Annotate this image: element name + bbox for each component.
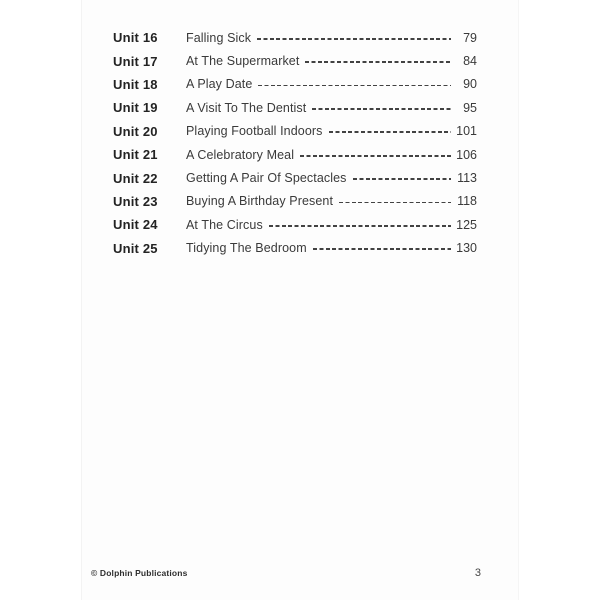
unit-title: Playing Football Indoors	[186, 124, 323, 139]
unit-label: Unit 20	[113, 123, 158, 139]
unit-label: Unit 18	[113, 76, 158, 92]
unit-label: Unit 25	[113, 240, 158, 256]
toc-row	[113, 237, 477, 260]
dashed-leader	[339, 202, 451, 204]
unit-page-number: 106	[456, 147, 477, 162]
unit-title: Falling Sick	[186, 30, 252, 45]
toc-row	[113, 96, 477, 119]
dashed-leader	[257, 38, 451, 40]
page-footer	[91, 567, 481, 579]
toc-row	[113, 190, 477, 213]
toc-row	[113, 166, 477, 189]
toc-row	[113, 49, 477, 72]
unit-label: Unit 23	[113, 193, 158, 209]
unit-label: Unit 24	[113, 217, 158, 233]
unit-title: Getting A Pair Of Spectacles	[186, 171, 347, 186]
dashed-leader	[313, 248, 451, 250]
unit-page-number: 113	[457, 171, 477, 186]
unit-page-number: 118	[457, 194, 477, 209]
toc-row	[113, 26, 477, 49]
dashed-leader	[353, 178, 451, 180]
unit-label: Unit 19	[113, 100, 158, 116]
unit-title: At The Circus	[186, 217, 263, 232]
toc-row	[113, 213, 477, 236]
unit-title: At The Supermarket	[186, 54, 300, 69]
unit-label: Unit 22	[113, 170, 158, 186]
toc-row	[113, 73, 477, 96]
unit-title: A Play Date	[186, 77, 253, 92]
unit-page-number: 101	[456, 124, 477, 139]
unit-title: A Celebratory Meal	[186, 147, 295, 162]
toc-row	[113, 143, 477, 166]
unit-page-number: 84	[463, 54, 477, 69]
copyright-text: © Dolphin Publications	[91, 568, 188, 578]
unit-page-number: 79	[463, 30, 477, 45]
dashed-leader	[258, 85, 451, 87]
dashed-leader	[305, 61, 451, 63]
table-of-contents	[113, 26, 477, 260]
dashed-leader	[312, 108, 451, 110]
unit-label: Unit 16	[113, 30, 158, 46]
unit-page-number: 90	[463, 77, 477, 92]
unit-label: Unit 21	[113, 147, 158, 163]
unit-page-number: 125	[456, 217, 477, 232]
unit-page-number: 130	[456, 241, 477, 256]
unit-page-number: 95	[463, 100, 477, 115]
book-page	[81, 0, 519, 600]
toc-row	[113, 120, 477, 143]
dashed-leader	[300, 155, 451, 157]
unit-title: Tidying The Bedroom	[186, 241, 307, 256]
unit-label: Unit 17	[113, 53, 158, 69]
dashed-leader	[329, 131, 451, 133]
unit-title: Buying A Birthday Present	[186, 194, 334, 209]
unit-title: A Visit To The Dentist	[186, 100, 307, 115]
page-number: 3	[474, 567, 481, 579]
dashed-leader	[269, 225, 451, 227]
